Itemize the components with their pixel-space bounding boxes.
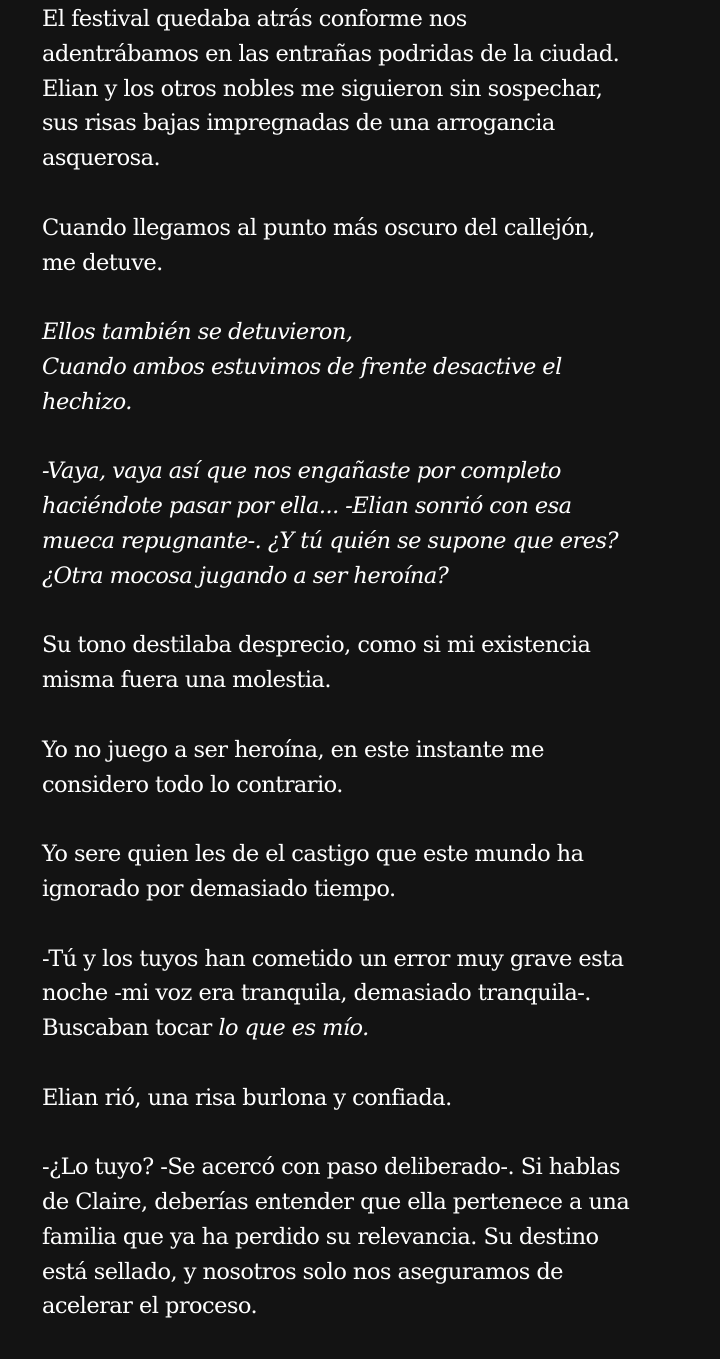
paragraph-10: -¿Lo tuyo? -Se acercó con paso deliberado-. Si hablas de Claire, deberías entender que ella pertenece a una familia que ya ha perdido su relevancia. Su destino está sellado, y nosotros solo nos aseguramos de acelerar el proceso. bbox=[42, 1154, 630, 1320]
paragraph-9: Elian rió, una risa burlona y confiada. bbox=[42, 1084, 452, 1111]
paragraph-7: Yo sere quien les de el castigo que este mundo ha ignorado por demasiado tiempo. bbox=[42, 841, 584, 902]
paragraph-1: El festival quedaba atrás conforme nos adentrábamos en las entrañas podridas de la ciudad. Elian y los otros nobles me siguieron sin sospechar, sus risas bajas impregnadas de una arrogancia asquerosa. bbox=[42, 6, 620, 172]
paragraph-8-emphasis: lo que es mío. bbox=[218, 1015, 369, 1042]
paragraph-6: Yo no juego a ser heroína, en este instante me considero todo lo contrario. bbox=[42, 736, 544, 798]
paragraph-3: Ellos también se detuvieron, Cuando ambos estuvimos de frente desactive el hechizo. bbox=[42, 319, 562, 415]
paragraph-2: Cuando llegamos al punto más oscuro del callejón, me detuve. bbox=[42, 214, 595, 276]
paragraph-8-text: -Tú y los tuyos han cometido un error muy grave esta noche -mi voz era tranquila, demasiado tranquila-. Buscaban tocar bbox=[42, 945, 624, 1042]
paragraph-8 bbox=[42, 942, 678, 1046]
paragraph-5: Su tono destilaba desprecio, como si mi existencia misma fuera una molestia. bbox=[42, 632, 591, 694]
paragraph-4: -Vaya, vaya así que nos engañaste por completo haciéndote pasar por ella... -Elian sonrió con esa mueca repugnante-. ¿Y tú quién se supone que eres? ¿Otra mocosa jugando a ser heroína? bbox=[42, 458, 618, 589]
